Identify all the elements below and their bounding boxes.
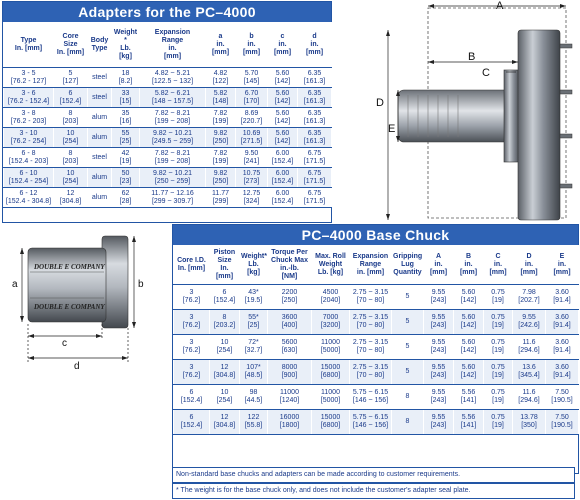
adapters-header-cell: Expansion Range in. [mm] (140, 23, 206, 68)
adapters-header-cell: b in. [mm] (236, 23, 268, 68)
chuck-cell: 12 [304.8] (210, 360, 240, 385)
chuck-cell: 0.75 [19] (484, 310, 513, 335)
adapters-cell: 35 [16] (112, 108, 140, 128)
adapters-table-title: Adapters for the PC–4000 (3, 2, 331, 22)
adapters-header-cell: Body Type (88, 23, 112, 68)
chuck-cell: 8 (392, 385, 424, 410)
chuck-cell: 5.60 [142] (454, 285, 484, 310)
chuck-cell: 2.75 ~ 3.15 [70 ~ 80] (350, 310, 392, 335)
adapters-cell: 10 [254] (54, 128, 88, 148)
adapters-cell: 33 [15] (112, 88, 140, 108)
adapters-cell: 6.35 [161.3] (298, 108, 332, 128)
adapters-cell: alum (88, 168, 112, 188)
chuck-header-cell: C in. [mm] (484, 246, 513, 285)
adapters-cell: 6 - 12 [152.4 - 304.8] (4, 188, 54, 208)
chuck-cell: 7.98 [202.7] (513, 285, 546, 310)
chuck-cell: 6 [152.4] (174, 410, 210, 435)
adapters-cell: 8.69 [220.7] (236, 108, 268, 128)
chuck-cell: 8 [203.2] (210, 310, 240, 335)
chuck-cell: 3 [76.2] (174, 310, 210, 335)
adapters-cell: steel (88, 88, 112, 108)
chuck-cell: 9.55 [243] (424, 385, 454, 410)
dim-C-label: C (482, 67, 490, 79)
chuck-cell: 10 [254] (210, 335, 240, 360)
adapters-cell: 6.70 [170] (236, 88, 268, 108)
dim-D-label: D (376, 97, 384, 109)
adapters-cell: 3 - 6 [76.2 - 152.4] (4, 88, 54, 108)
adapters-row (4, 108, 332, 128)
chuck-cell: 10 [254] (210, 385, 240, 410)
chuck-cell: 5.75 ~ 6.15 [146 ~ 156] (350, 385, 392, 410)
chuck-header-cell: Core I.D. In. [mm] (174, 246, 210, 285)
dim-B-label: B (468, 51, 476, 63)
adapters-cell: 6.00 [152.4] (268, 188, 298, 208)
chuck-cell: 9.55 [243] (424, 285, 454, 310)
chuck-cell: 12 [304.8] (210, 410, 240, 435)
adapters-row (4, 188, 332, 208)
adapters-cell: 6.00 [152.4] (268, 168, 298, 188)
chuck-cell: 3.60 [91.4] (546, 360, 579, 385)
adapters-cell: 62 [28] (112, 188, 140, 208)
chuck-cell: 8 (392, 410, 424, 435)
chuck-cell: 15000 [6800] (312, 410, 350, 435)
adapters-cell: 7.82 [199] (206, 108, 236, 128)
adapters-grid (3, 22, 332, 208)
chuck-row (174, 285, 579, 310)
adapters-cell: steel (88, 148, 112, 168)
chuck-row (174, 310, 579, 335)
dim-a-label: a (12, 279, 18, 290)
chuck-cell: 11000 [1240] (268, 385, 312, 410)
adapters-cell: 9.82 [250] (206, 168, 236, 188)
adapters-cell: 8 [203] (54, 148, 88, 168)
chuck-cell: 5.60 [142] (454, 335, 484, 360)
adapters-cell: 9.82 [250] (206, 128, 236, 148)
adapters-cell: 12.75 [324] (236, 188, 268, 208)
adapters-cell: alum (88, 128, 112, 148)
adapters-header-cell: a in. [mm] (206, 23, 236, 68)
adapters-cell: 6.35 [161.3] (298, 88, 332, 108)
adapters-cell: 5.60 [142] (268, 88, 298, 108)
adapters-cell: 9.82 ~ 10.21 [250 ~ 259] (140, 168, 206, 188)
brand-text-bottom: DOUBLE E COMPANY (34, 303, 105, 311)
adapters-cell: 5.60 [142] (268, 68, 298, 88)
adapters-row (4, 168, 332, 188)
adapters-cell: 3 - 10 [76.2 - 254] (4, 128, 54, 148)
adapters-cell: 5.82 [148] (206, 88, 236, 108)
chuck-hub (504, 70, 520, 162)
chuck-cell: 5 (392, 310, 424, 335)
chuck-cell: 15000 [6800] (312, 360, 350, 385)
adapters-row (4, 148, 332, 168)
dim-c-label: c (62, 338, 67, 349)
adapters-cell: 50 [23] (112, 168, 140, 188)
adapters-cell: 6 [152.4] (54, 88, 88, 108)
adapters-cell: 6.75 [171.5] (298, 168, 332, 188)
chuck-cell: 13.6 [345.4] (513, 360, 546, 385)
adapters-cell: 4.82 [122] (206, 68, 236, 88)
chuck-cell: 7.50 [190.5] (546, 385, 579, 410)
chuck-cell: 122 [55.8] (240, 410, 268, 435)
adapters-cell: steel (88, 68, 112, 88)
adapters-cell: 6.00 [152.4] (268, 148, 298, 168)
chuck-row (174, 360, 579, 385)
dim-b-label: b (138, 279, 144, 290)
adapters-cell: 6.35 [161.3] (298, 68, 332, 88)
adapters-header-cell: Type In. [mm] (4, 23, 54, 68)
chuck-cell: 8000 [900] (268, 360, 312, 385)
chuck-cell: 5600 [630] (268, 335, 312, 360)
adapters-cell: 7.82 [199] (206, 148, 236, 168)
base-chuck-table (172, 224, 579, 474)
chuck-cell: 11.6 [294.6] (513, 335, 546, 360)
chuck-cell: 3 [76.2] (174, 360, 210, 385)
adapters-cell: 3 - 5 [76.2 - 127] (4, 68, 54, 88)
adapters-cell: 4.82 ~ 5.21 [122.5 ~ 132] (140, 68, 206, 88)
chuck-header-cell: Gripping Lug Quantity (392, 246, 424, 285)
adapters-row (4, 88, 332, 108)
chuck-cell: 98 [44.5] (240, 385, 268, 410)
chuck-header-cell: E in. [mm] (546, 246, 579, 285)
chuck-header-cell: Max. Roll Weight Lb. [kg] (312, 246, 350, 285)
adapters-cell: 11.77 ~ 12.16 [299 ~ 309.7] (140, 188, 206, 208)
adapters-cell: 12 [304.8] (54, 188, 88, 208)
chuck-cell: 5.60 [142] (454, 310, 484, 335)
adapters-cell: 5 [127] (54, 68, 88, 88)
chuck-cell: 6 [152.4] (174, 385, 210, 410)
chuck-cell: 2.75 ~ 3.15 [70 ~ 80] (350, 360, 392, 385)
chuck-cell: 11.6 [294.6] (513, 385, 546, 410)
adapters-cell: 55 [25] (112, 128, 140, 148)
adapters-cell: 11.77 [299] (206, 188, 236, 208)
chuck-cell: 4500 [2040] (312, 285, 350, 310)
chuck-cell: 7.50 [190.5] (546, 410, 579, 435)
chuck-header-cell: Piston Size In. [mm] (210, 246, 240, 285)
adapters-cell: 9.82 ~ 10.21 [249.5 ~ 259] (140, 128, 206, 148)
adapters-row (4, 128, 332, 148)
adapters-cell: 3 - 8 [76.2 - 203] (4, 108, 54, 128)
chuck-cell: 9.55 [242.6] (513, 310, 546, 335)
dim-A-label: A (496, 0, 504, 12)
chuck-cell: 3600 [400] (268, 310, 312, 335)
adapters-header-cell: d in. [mm] (298, 23, 332, 68)
chuck-cell: 0.75 [19] (484, 410, 513, 435)
chuck-cell: 6 [152.4] (210, 285, 240, 310)
chuck-row (174, 385, 579, 410)
note-weight-footnote: * The weight is for the base chuck only, and does not include the customer's adapter seal plate. (172, 483, 575, 499)
adapters-cell: 10.75 [273] (236, 168, 268, 188)
chuck-cell: 5.60 [142] (454, 360, 484, 385)
chuck-cell: 7000 [3200] (312, 310, 350, 335)
adapters-cell: 18 [8.2] (112, 68, 140, 88)
adapters-cell: 6 - 10 [152.4 - 254] (4, 168, 54, 188)
chuck-cell: 5.75 ~ 6.15 [146 ~ 156] (350, 410, 392, 435)
adapters-cell: alum (88, 108, 112, 128)
adapters-cell: alum (88, 188, 112, 208)
chuck-row (174, 410, 579, 435)
chuck-cell: 16000 [1800] (268, 410, 312, 435)
chuck-cell: 3 [76.2] (174, 285, 210, 310)
adapters-cell: 8 [203] (54, 108, 88, 128)
adapters-header-cell: Core Size In. [mm] (54, 23, 88, 68)
chuck-header-cell: Weight* Lb. [kg] (240, 246, 268, 285)
dim-d-label: d (74, 361, 80, 372)
adapters-cell: 6 - 8 [152.4 - 203] (4, 148, 54, 168)
base-chuck-grid (173, 245, 579, 435)
adapters-cell: 5.82 ~ 6.21 [148 ~ 157.5] (140, 88, 206, 108)
adapter-drawing (0, 224, 170, 374)
adapters-header-cell: c in. [mm] (268, 23, 298, 68)
chuck-cell: 0.75 [19] (484, 385, 513, 410)
brand-text-top: DOUBLE E COMPANY (34, 263, 105, 271)
chuck-cell: 13.78 [350] (513, 410, 546, 435)
chuck-cell: 3 [76.2] (174, 335, 210, 360)
chuck-cell: 5 (392, 335, 424, 360)
adapters-cell: 5.70 [145] (236, 68, 268, 88)
dim-E-label: E (388, 123, 396, 135)
chuck-cell: 9.55 [243] (424, 310, 454, 335)
adapters-cell: 5.60 [142] (268, 128, 298, 148)
chuck-cell: 43* [19.5] (240, 285, 268, 310)
chuck-cell: 0.75 [19] (484, 285, 513, 310)
adapters-row (4, 68, 332, 88)
chuck-cell: 3.60 [91.4] (546, 285, 579, 310)
chuck-cell: 55* [25] (240, 310, 268, 335)
chuck-cell: 9.55 [243] (424, 410, 454, 435)
chuck-header-cell: A in. [mm] (424, 246, 454, 285)
chuck-cell: 5.56 [141] (454, 385, 484, 410)
chuck-flange (518, 30, 560, 220)
adapters-cell: 6.75 [171.5] (298, 148, 332, 168)
adapters-header-cell: Weight * Lb. [kg] (112, 23, 140, 68)
adapters-cell: 6.75 [171.5] (298, 188, 332, 208)
chuck-header-cell: Torque Per Chuck Max in.-lb. [NM] (268, 246, 312, 285)
adapters-cell: 10.69 [271.5] (236, 128, 268, 148)
chuck-header-cell: Expansion Range in. [mm] (350, 246, 392, 285)
adapters-cell: 10 [254] (54, 168, 88, 188)
chuck-cell: 2.75 ~ 3.15 [70 ~ 80] (350, 335, 392, 360)
chuck-cell: 3.60 [91.4] (546, 335, 579, 360)
chuck-cell: 0.75 [19] (484, 360, 513, 385)
chuck-cell: 2200 [250] (268, 285, 312, 310)
chuck-cell: 107* [48.5] (240, 360, 268, 385)
chuck-header-cell: B in. [mm] (454, 246, 484, 285)
adapters-cell: 7.82 ~ 8.21 [199 ~ 208] (140, 148, 206, 168)
chuck-cell: 3.60 [91.4] (546, 310, 579, 335)
chuck-cell: 5 (392, 285, 424, 310)
adapters-table (2, 1, 332, 223)
chuck-cell: 11000 [5000] (312, 385, 350, 410)
adapters-cell: 42 [19] (112, 148, 140, 168)
base-chuck-drawing (336, 0, 578, 222)
chuck-header-cell: D in. [mm] (513, 246, 546, 285)
chuck-cell: 11000 [5000] (312, 335, 350, 360)
base-chuck-table-title: PC–4000 Base Chuck (173, 225, 578, 245)
chuck-cell: 5 (392, 360, 424, 385)
chuck-cell: 2.75 ~ 3.15 [70 ~ 80] (350, 285, 392, 310)
chuck-cell: 5.56 [141] (454, 410, 484, 435)
adapters-cell: 7.82 ~ 8.21 [199 ~ 208] (140, 108, 206, 128)
adapters-cell: 6.35 [161.3] (298, 128, 332, 148)
adapters-cell: 9.50 [241] (236, 148, 268, 168)
chuck-cell: 9.55 [243] (424, 335, 454, 360)
adapters-cell: 5.60 [142] (268, 108, 298, 128)
note-custom-orders: Non-standard base chucks and adapters can be made according to customer requirements. (172, 467, 575, 483)
chuck-row (174, 335, 579, 360)
chuck-cell: 9.55 [243] (424, 360, 454, 385)
chuck-cell: 72* [32.7] (240, 335, 268, 360)
chuck-cell: 0.75 [19] (484, 335, 513, 360)
